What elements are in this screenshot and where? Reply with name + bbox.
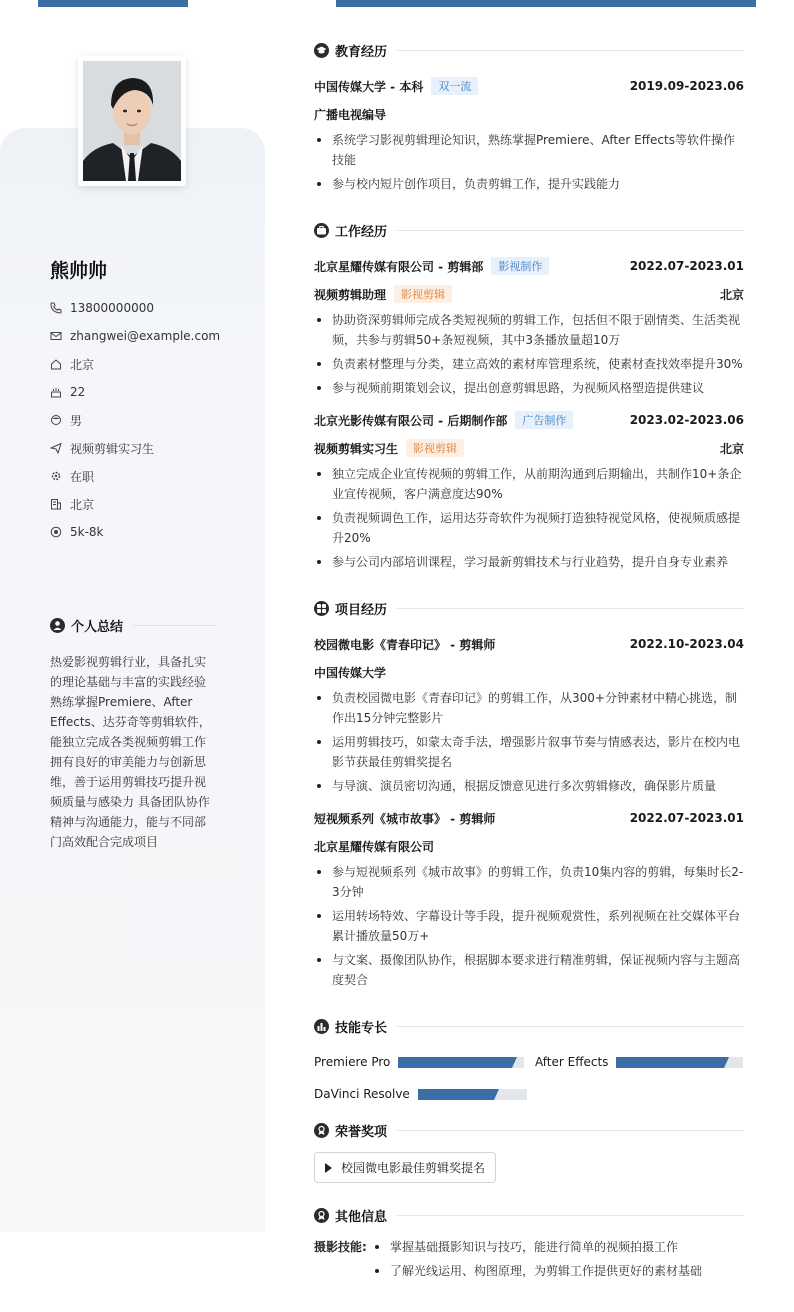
company-tag: 广告制作 (515, 411, 573, 429)
list-item: 负责视频调色工作，运用达芬奇软件为视频打造独特视觉风格，使视频质感提升20% (314, 508, 744, 548)
education-title: 教育经历 (335, 44, 388, 60)
home-value: 北京 (70, 357, 95, 372)
list-item: 参与公司内部培训课程，学习最新剪辑技术与行业趋势，提升自身专业素养 (314, 552, 744, 572)
company-tag: 影视制作 (491, 257, 549, 275)
avatar-frame (78, 56, 186, 186)
list-item: 运用剪辑技巧，如蒙太奇手法，增强影片叙事节奏与情感表达，影片在校内电影节获最佳剪辑奖提名 (314, 732, 744, 772)
phone-value: 13800000000 (70, 301, 154, 315)
skills-heading (314, 1014, 744, 1038)
user-circle-icon (50, 618, 65, 633)
skill-bar (616, 1057, 743, 1068)
contact-salary (50, 518, 220, 546)
contact-city (50, 490, 220, 518)
company-name: 北京光影传媒有限公司 - 后期制作部 (314, 413, 508, 428)
avatar (83, 61, 181, 181)
other-divider (397, 1215, 744, 1216)
list-item: 参与视频前期策划会议，提出创意剪辑思路，为视频风格塑造提供建议 (314, 378, 744, 398)
other-bullets (372, 1237, 702, 1285)
list-item: 负责素材整理与分类，建立高效的素材库管理系统，使素材查找效率提升30% (314, 354, 744, 374)
summary-title: 个人总结 (71, 620, 124, 635)
project-org: 中国传媒大学 (314, 665, 387, 680)
award-item (314, 1152, 496, 1183)
education-divider (397, 50, 744, 51)
skills-divider (397, 1026, 744, 1027)
grid-icon (314, 601, 329, 616)
list-item: 系统学习影视剪辑理论知识，熟练掌握Premiere、After Effects等软件操作技能 (314, 130, 744, 170)
role-row (314, 434, 744, 462)
project-bullets (314, 862, 744, 990)
role-tag: 影视剪辑 (394, 285, 452, 303)
honors-heading (314, 1118, 744, 1142)
top-accent-bar-left (38, 0, 188, 7)
mail-icon (50, 330, 62, 342)
project-bullets (314, 688, 744, 796)
skills-title: 技能专长 (335, 1020, 388, 1036)
summary-heading (50, 616, 216, 639)
list-item: 了解光线运用、构图原理，为剪辑工作提供更好的素材基础 (372, 1261, 702, 1281)
company-name: 北京星耀传媒有限公司 - 剪辑部 (314, 259, 484, 274)
top-accent-bar-right (336, 0, 756, 7)
work-title: 工作经历 (335, 224, 388, 240)
job-date: 2023.02-2023.06 (629, 413, 744, 427)
graduation-cap-icon (314, 43, 329, 58)
skills-list (314, 1046, 744, 1110)
project-date: 2022.10-2023.04 (629, 637, 744, 651)
list-item: 与文案、摄像团队协作，根据脚本要求进行精准剪辑，保证视频内容与主题高度契合 (314, 950, 744, 990)
school-name: 中国传媒大学 - 本科 (314, 79, 424, 94)
job-bullets (314, 310, 744, 398)
projects-title: 项目经历 (335, 602, 388, 618)
project-row (314, 630, 744, 658)
skill-item (535, 1046, 744, 1078)
age-value: 22 (70, 385, 86, 399)
major-row (314, 100, 744, 128)
projects-divider (397, 608, 744, 609)
skill-bar-fill (616, 1057, 724, 1068)
contact-home (50, 350, 220, 378)
skill-name: DaVinci Resolve (314, 1087, 410, 1101)
skill-name: Premiere Pro (314, 1055, 391, 1069)
city-value: 北京 (70, 497, 95, 512)
age-icon (50, 386, 62, 398)
skill-bar (398, 1057, 524, 1068)
skill-item (314, 1078, 535, 1110)
skill-name: After Effects (535, 1055, 609, 1069)
candidate-name: 熊帅帅 (50, 260, 108, 282)
list-item: 独立完成企业宣传视频的剪辑工作，从前期沟通到后期输出，共制作10+条企业宣传视频，客户满意度达90% (314, 464, 744, 504)
education-heading (314, 38, 744, 62)
email-value: zhangwei@example.com (70, 329, 221, 343)
role-tag: 影视剪辑 (406, 439, 464, 457)
award-icon (314, 1208, 329, 1223)
skill-bar (418, 1089, 527, 1100)
list-item: 协助资深剪辑师完成各类短视频的剪辑工作，包括但不限于剧情类、生活类视频，共参与剪辑50+条短视频，其中3条播放量超10万 (314, 310, 744, 350)
job-date: 2022.07-2023.01 (629, 259, 744, 273)
work-divider (397, 230, 744, 231)
contact-age (50, 378, 220, 406)
other-info (314, 1237, 744, 1285)
job-row (314, 406, 744, 434)
salary-value: 5k-8k (70, 525, 104, 539)
phone-icon (50, 302, 62, 314)
honors-title: 荣誉奖项 (335, 1124, 388, 1140)
project-org-row (314, 832, 744, 860)
contact-gender (50, 406, 220, 434)
home-icon (50, 358, 62, 370)
project-name: 短视频系列《城市故事》 - 剪辑师 (314, 811, 496, 826)
award-label: 校园微电影最佳剪辑奖提名 (341, 1161, 486, 1175)
contact-phone (50, 294, 220, 322)
work-heading (314, 218, 744, 242)
project-row (314, 804, 744, 832)
other-title: 其他信息 (335, 1209, 388, 1225)
list-item: 参与校内短片创作项目，负责剪辑工作，提升实践能力 (314, 174, 744, 194)
send-icon (50, 442, 62, 454)
education-date: 2019.09-2023.06 (629, 79, 744, 93)
gender-value: 男 (70, 413, 83, 428)
bar-chart-icon (314, 1019, 329, 1034)
job-bullets (314, 464, 744, 572)
play-icon (325, 1163, 332, 1173)
summary-text: 热爱影视剪辑行业，具备扎实的理论基础与丰富的实践经验 熟练掌握Premiere、After Effects、达芬奇等剪辑软件，能独立完成各类视频剪辑工作 拥有良好的审美能力与创新思维，善于运用剪辑技巧提升视频质量与感染力 具备团队协作精神与沟通能力，能与不同部门高效配合完成项目 (50, 655, 211, 849)
skill-bar-fill (398, 1057, 511, 1068)
list-item: 参与短视频系列《城市故事》的剪辑工作，负责10集内容的剪辑，每集时长2-3分钟 (314, 862, 744, 902)
contact-email (50, 322, 220, 350)
job-city: 北京 (719, 287, 744, 302)
contact-list (50, 294, 220, 546)
contact-position (50, 434, 220, 462)
salary-icon (50, 526, 62, 538)
contact-status (50, 462, 220, 490)
gender-icon (50, 414, 62, 426)
role-name: 视频剪辑助理 (314, 287, 387, 302)
status-value: 在职 (70, 469, 95, 484)
list-item: 与导演、演员密切沟通，根据反馈意见进行多次剪辑修改，确保影片质量 (314, 776, 744, 796)
projects-heading (314, 596, 744, 620)
status-icon (50, 470, 62, 482)
project-org-row (314, 658, 744, 686)
list-item: 掌握基础摄影知识与技巧，能进行简单的视频拍摄工作 (372, 1237, 702, 1257)
job-row (314, 252, 744, 280)
project-name: 校园微电影《青春印记》 - 剪辑师 (314, 637, 496, 652)
summary-divider (133, 625, 216, 626)
job-city: 北京 (719, 441, 744, 456)
project-date: 2022.07-2023.01 (629, 811, 744, 825)
main-content (314, 38, 744, 1285)
building-icon (50, 498, 62, 510)
major-name: 广播电视编导 (314, 107, 387, 122)
education-bullets (314, 130, 744, 194)
role-name: 视频剪辑实习生 (314, 441, 399, 456)
other-label: 摄影技能: (314, 1240, 367, 1254)
list-item: 负责校园微电影《青春印记》的剪辑工作，从300+分钟素材中精心挑选，制作出15分钟完整影片 (314, 688, 744, 728)
skill-item (314, 1046, 535, 1078)
other-heading (314, 1203, 744, 1227)
skill-bar-fill (418, 1089, 494, 1100)
school-tag: 双一流 (431, 77, 478, 95)
education-row (314, 72, 744, 100)
position-value: 视频剪辑实习生 (70, 441, 155, 456)
role-row (314, 280, 744, 308)
award-icon (314, 1123, 329, 1138)
honors-divider (397, 1130, 744, 1131)
briefcase-icon (314, 223, 329, 238)
project-org: 北京星耀传媒有限公司 (314, 839, 435, 854)
list-item: 运用转场特效、字幕设计等手段，提升视频观赏性，系列视频在社交媒体平台累计播放量50万+ (314, 906, 744, 946)
